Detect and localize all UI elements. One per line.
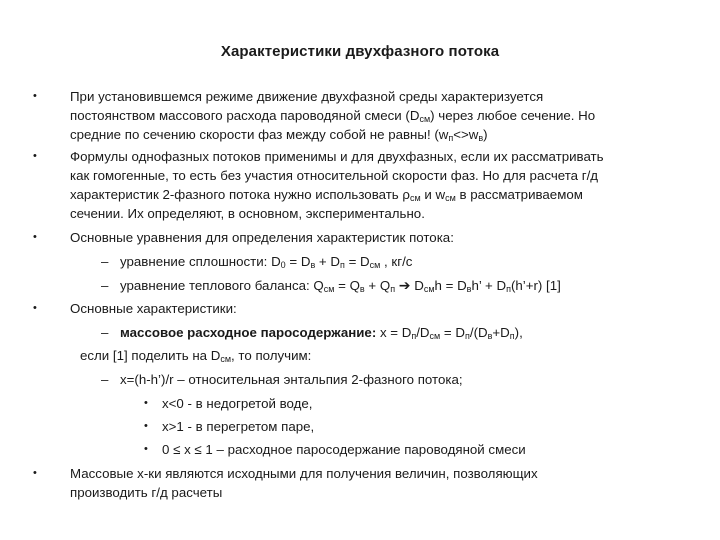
bullet-1-line-3: средние по сечению скорости фаз между собой не равны! $(w_п<>w_в)$ xyxy=(70,127,488,143)
superheated-steam: x>1 - в перегретом паре, xyxy=(162,419,315,434)
arrow-right-icon: ➔ xyxy=(398,277,411,293)
dash-icon: – xyxy=(101,278,109,293)
relative-enthalpy: x=(h-h’)/r – относительная энтальпия 2-фазного потока; xyxy=(120,372,463,387)
bullet-2-line-4: сечении. Их определяют, в основном, экспериментально. xyxy=(70,206,425,221)
bullet-1-line-1: При установившемся режиме движение двухфазной среды характеризуется xyxy=(70,89,544,104)
heat-balance-equation: уравнение теплового баланса: $Q_{см} = Q_в + Q_п$ ➔ $D_{см}h = D_вh$’ + $D_п(h’+r)$ [1] xyxy=(120,277,561,294)
sub-bullet-icon: • xyxy=(144,443,148,455)
bullet-2-icon: • xyxy=(33,150,37,162)
dash-icon: – xyxy=(101,254,109,269)
bullet-3-icon: • xyxy=(33,231,37,243)
division-note: если [1] поделить на $D_{см}$, то получим: xyxy=(80,348,312,364)
dash-icon: – xyxy=(101,372,109,387)
bullet-5-line-1: Массовые x-ки являются исходными для получения величин, позволяющих xyxy=(70,466,538,481)
slide-title: Характеристики двухфазного потока xyxy=(220,43,500,60)
bullet-2-line-2: как гомогенные, то есть без участия относительной скорости фаз. Но для расчета г/д xyxy=(70,168,599,183)
dash-icon: – xyxy=(101,325,109,340)
bullet-2-line-1: Формулы однофазных потоков применимы и для двухфазных, если их рассматривать xyxy=(70,149,604,164)
mass-steam-quality: массовое расходное паросодержание: $x = D_п/D_{см} = D_п/(D_в+D_п)$, xyxy=(120,325,523,341)
subcooled-water: x<0 - в недогретой воде, xyxy=(162,396,313,411)
continuity-equation: уравнение сплошности: $D_0 = D_в + D_п = D_{см}$ , кг/с xyxy=(120,254,413,270)
bullet-4-icon: • xyxy=(33,302,37,314)
bullet-5-line-2: производить г/д расчеты xyxy=(70,485,223,500)
steam-water-mixture: 0 ≤ x ≤ 1 – расходное паросодержание пароводяной смеси xyxy=(162,442,526,457)
bullet-2-line-3: характеристик 2-фазного потока нужно использовать $\rho_{см}$ и $w_{см}$ в рассматриваемом xyxy=(70,187,583,203)
bullet-1-icon: • xyxy=(33,90,37,102)
bullet-1-line-2: постоянством массового расхода пароводяной смеси $(D_{см})$ через любое сечение. Но xyxy=(70,108,596,124)
sub-bullet-icon: • xyxy=(144,397,148,409)
bullet-4-line-1: Основные характеристики: xyxy=(70,301,237,316)
bullet-5-icon: • xyxy=(33,467,37,479)
sub-bullet-icon: • xyxy=(144,420,148,432)
bullet-3-line-1: Основные уравнения для определения характеристик потока: xyxy=(70,230,454,245)
